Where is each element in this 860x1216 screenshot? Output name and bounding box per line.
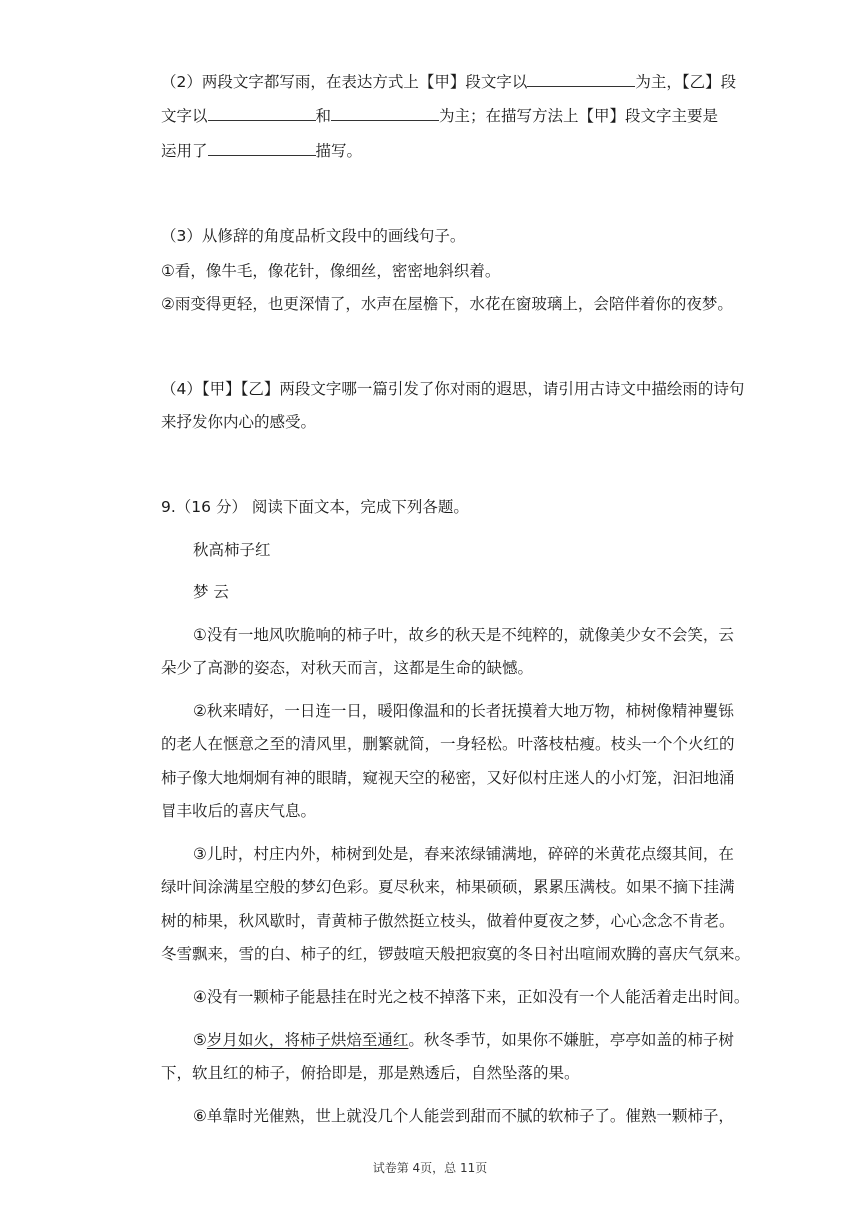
q2-text: 和 (315, 107, 332, 125)
footer-middle: 页，总 (420, 1161, 460, 1175)
q3-sentence-2: ②雨变得更轻，也更深情了，水声在屋檐下，水花在窗玻璃上，会陪伴着你的夜梦。 (161, 295, 733, 313)
q2-text: 描写。 (315, 142, 363, 160)
answer-blank[interactable] (331, 106, 439, 121)
q4-line-2: 来抒发你内心的感受。 (161, 413, 317, 431)
q2-line-1 (161, 72, 736, 92)
underlined-sentence: 岁月如火，将柿子烘焙至通红 (206, 1031, 409, 1049)
q2-line-2 (161, 106, 718, 126)
q3-sentence-1: ①看，像牛毛，像花针，像细丝，密密地斜织着。 (161, 262, 501, 280)
q3-title: （3）从修辞的角度品析文段中的画线句子。 (161, 227, 466, 245)
paragraph-2-line: 柿子像大地炯炯有神的眼睛，窥视天空的秘密，又好似村庄迷人的小灯笼，汩汩地涌 (161, 769, 735, 787)
q4-line-1: （4）【甲】【乙】两段文字哪一篇引发了你对雨的遐思，请引用古诗文中描绘雨的诗句 (161, 380, 745, 398)
paragraph-2-line: 的老人在惬意之至的清风里，删繁就简，一身轻松。叶落枝枯瘦。枝头一个个火红的 (161, 735, 735, 753)
answer-blank[interactable] (527, 72, 635, 87)
footer-prefix: 试卷第 (372, 1161, 413, 1175)
paragraph-3-line: 冬雪飘来，雪的白、柿子的红，锣鼓喧天般把寂寞的冬日衬出喧闹欢腾的喜庆气氛来。 (161, 945, 751, 963)
passage-author: 梦 云 (193, 583, 229, 601)
paragraph-2-line: 冒丰收后的喜庆气息。 (161, 802, 317, 820)
paragraph-3-line: 树的柿果，秋风歇时，青黄柿子傲然挺立枝头，做着仲夏夜之梦，心心念念不肯老。 (161, 912, 735, 930)
paragraph-6-line: ⑥单靠时光催熟，世上就没几个人能尝到甜而不腻的软柿子了。催熟一颗柿子， (193, 1107, 734, 1125)
paragraph-3-line: ③儿时，村庄内外，柿树到处是，春来浓绿铺满地，碎碎的米黄花点缀其间，在 (193, 845, 734, 863)
paragraph-text: 。秋冬季节，如果你不嫌脏，亭亭如盖的柿子树 (408, 1031, 734, 1049)
q2-line-3 (161, 141, 362, 161)
answer-blank[interactable] (208, 141, 316, 156)
q2-text: 为主，【乙】段 (635, 73, 737, 91)
q2-text: 为主；在描写方法上【甲】段文字主要是 (439, 107, 719, 125)
total-pages: 11 (460, 1161, 476, 1175)
q2-text: 文字以 (161, 107, 208, 125)
page-number: 4 (412, 1161, 421, 1175)
paragraph-1-line: ①没有一地风吹脆响的柿子叶，故乡的秋天是不纯粹的，就像美少女不会笑，云 (193, 626, 734, 644)
passage-title: 秋高柿子红 (193, 541, 271, 559)
page-footer (0, 1160, 860, 1176)
q9-header: 9.（16 分） 阅读下面文本，完成下列各题。 (161, 498, 469, 516)
paragraph-4-line: ④没有一颗柿子能悬挂在时光之枝不掉落下来，正如没有一个人能活着走出时间。 (193, 988, 750, 1006)
paragraph-5-line: 下，软且红的柿子，俯拾即是，那是熟透后，自然坠落的果。 (161, 1064, 580, 1082)
q2-text: 运用了 (161, 142, 208, 160)
paragraph-1-line: 朵少了高渺的姿态，对秋天而言，这都是生命的缺憾。 (161, 659, 534, 677)
paragraph-2-line: ②秋来晴好，一日连一日，暖阳像温和的长者抚摸着大地万物，柿树像精神矍铄 (193, 702, 734, 720)
answer-blank[interactable] (208, 106, 316, 121)
q2-text: （2）两段文字都写雨，在表达方式上【甲】段文字以 (161, 73, 528, 91)
footer-suffix: 页 (475, 1161, 488, 1175)
paragraph-5-line (193, 1030, 734, 1050)
paragraph-3-line: 绿叶间涂满星空般的梦幻色彩。夏尽秋来，柿果硕硕，累累压满枝。如果不摘下挂满 (161, 878, 735, 896)
paragraph-number: ⑤ (193, 1031, 207, 1049)
